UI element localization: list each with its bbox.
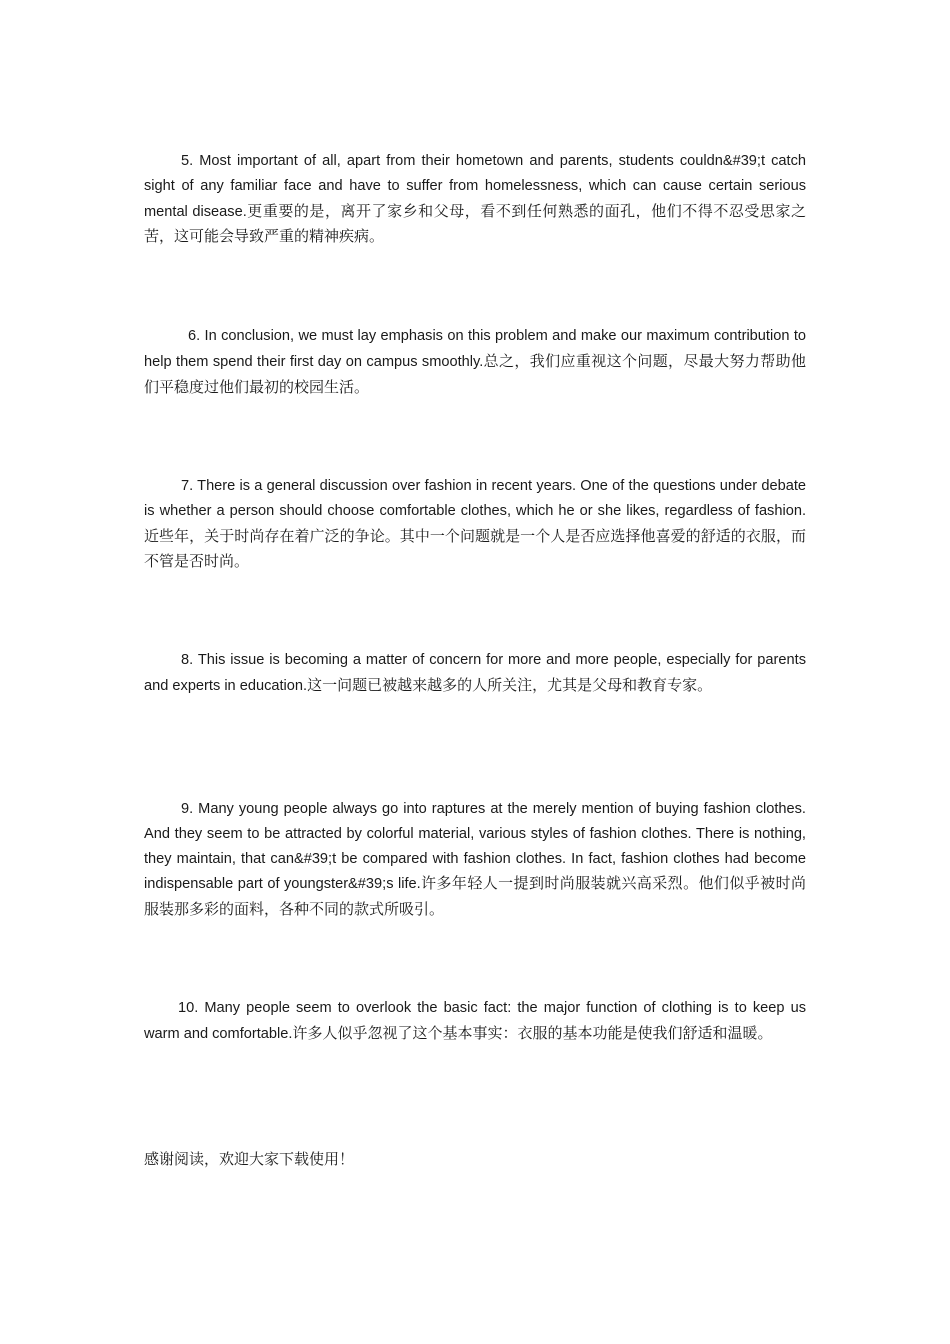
paragraph-8 xyxy=(144,648,806,699)
paragraph-7-english: 7. There is a general discussion over fashion in recent years. One of the questions under debate is whether a person should choose comfortable clothes, which he or she likes, regardless of fashion. xyxy=(144,478,806,519)
paragraph-9-chinese: 许多年轻人一提到时尚服装就兴高采烈。他们似乎被时尚服装那多彩的面料，各种不同的款式所吸引。 xyxy=(144,874,806,919)
paragraph-5-chinese: 更重要的是，离开了家乡和父母，看不到任何熟悉的面孔，他们不得不忍受思家之苦，这可能会导致严重的精神疾病。 xyxy=(144,201,806,246)
paragraph-6-chinese: 总之，我们应重视这个问题，尽最大努力帮助他们平稳度过他们最初的校园生活。 xyxy=(144,351,806,396)
paragraph-9 xyxy=(144,797,806,923)
paragraph-10-english: 10. Many people seem to overlook the basic fact: the major function of clothing is to keep us warm and comfortable. xyxy=(144,1000,806,1042)
paragraph-10-chinese: 许多人似乎忽视了这个基本事实：衣服的基本功能是使我们舒适和温暖。 xyxy=(292,1023,773,1042)
paragraph-7-chinese: 近些年，关于时尚存在着广泛的争论。其中一个问题就是一个人是否应选择他喜爱的舒适的衣服，而不管是否时尚。 xyxy=(144,526,806,571)
paragraph-5 xyxy=(144,149,806,250)
paragraph-8-chinese: 这一问题已被越来越多的人所关注，尤其是父母和教育专家。 xyxy=(307,675,713,694)
paragraph-8-english: 8. This issue is becoming a matter of concern for more and more people, especially for parents and experts in education. xyxy=(144,652,806,694)
paragraph-7 xyxy=(144,474,806,575)
paragraph-10 xyxy=(144,996,806,1047)
closing-note: 感谢阅读，欢迎大家下载使用！ xyxy=(144,1150,355,1168)
paragraph-6 xyxy=(144,324,806,400)
paragraph-5-english: 5. Most important of all, apart from their hometown and parents, students couldn&#39;t catch sight of any familiar face and have to suffer from homelessness, which can cause certain serious mental disease. xyxy=(144,153,806,220)
paragraph-9-english: 9. Many young people always go into raptures at the merely mention of buying fashion clothes. And they seem to be attracted by colorful material, various styles of fashion clothes. There is nothing, they maintain, that can&#39;t be compared with fashion clothes. In fact, fashion clothes had become indispensable part of youngster&#39;s life. xyxy=(144,801,806,893)
paragraph-6-english: 6. In conclusion, we must lay emphasis on this problem and make our maximum contribution to help them spend their first day on campus smoothly. xyxy=(144,328,806,370)
